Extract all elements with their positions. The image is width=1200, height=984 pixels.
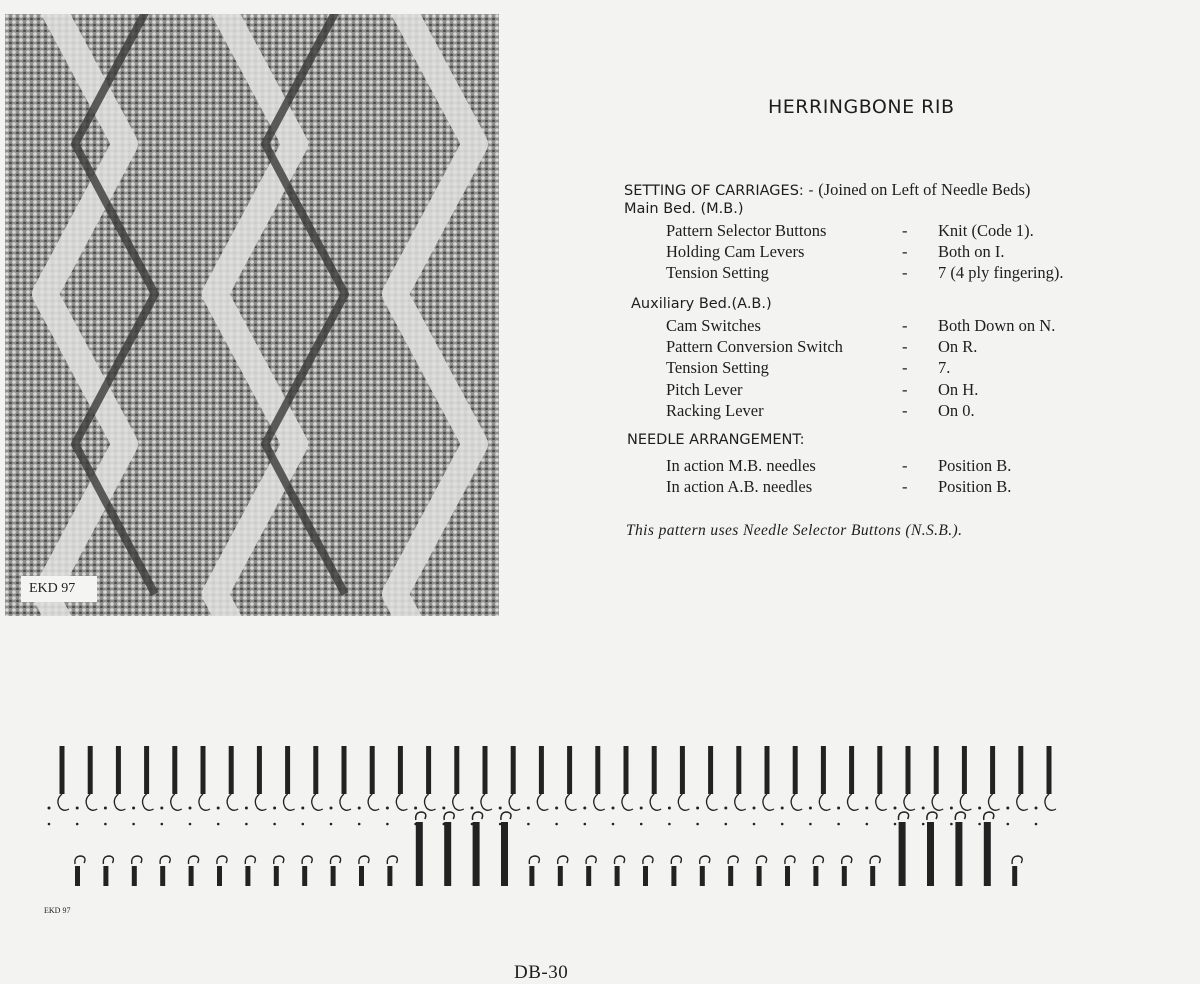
main-bed-needle bbox=[189, 746, 211, 825]
setting-label: Tension Setting bbox=[666, 358, 769, 377]
swatch-code-label: EKD 97 bbox=[21, 576, 97, 602]
setting-label: In action M.B. needles bbox=[666, 456, 816, 475]
setting-label: Pitch Lever bbox=[666, 380, 743, 399]
aux-bed-needle bbox=[898, 812, 908, 886]
aux-bed-needle bbox=[984, 812, 994, 886]
main-bed-needle bbox=[104, 746, 126, 825]
aux-bed-needle bbox=[416, 812, 426, 886]
main-bed-needle bbox=[668, 746, 690, 825]
main-bed-needle bbox=[837, 746, 859, 825]
main-bed-needle bbox=[978, 746, 1000, 825]
aux-bed-needle bbox=[1012, 856, 1022, 886]
aux-bed-needle bbox=[274, 856, 284, 886]
setting-dash: - bbox=[902, 456, 908, 475]
knitted-swatch-photo bbox=[5, 14, 499, 616]
main-bed-needle bbox=[273, 746, 295, 825]
setting-value: On 0. bbox=[938, 401, 975, 420]
aux-bed-needle bbox=[132, 856, 142, 886]
aux-bed-needle bbox=[927, 812, 937, 886]
aux-bed-needle bbox=[842, 856, 852, 886]
footnote: This pattern uses Needle Selector Buttons (N.S.B.). bbox=[626, 522, 963, 539]
aux-bed-needle bbox=[614, 856, 624, 886]
aux-bed-needle bbox=[643, 856, 653, 886]
aux-bed-needle bbox=[217, 856, 227, 886]
aux-bed-needle bbox=[785, 856, 795, 886]
aux-bed-needle bbox=[756, 856, 766, 886]
main-bed-needle bbox=[809, 746, 831, 825]
main-bed-needle bbox=[358, 746, 380, 825]
setting-dash: - bbox=[902, 358, 908, 377]
diagram-code: EKD 97 bbox=[44, 906, 71, 915]
aux-bed-needle bbox=[160, 856, 170, 886]
setting-value: Knit (Code 1). bbox=[938, 221, 1034, 240]
main-bed-needle bbox=[76, 746, 98, 825]
main-bed-needle bbox=[865, 746, 887, 825]
setting-dash: - bbox=[902, 316, 908, 335]
main-bed-needle bbox=[922, 746, 944, 825]
main-bed-needle bbox=[386, 746, 408, 825]
main-bed-needle bbox=[753, 746, 775, 825]
main-bed-heading: Main Bed. (M.B.) bbox=[624, 201, 744, 217]
carriages-heading-text: SETTING OF CARRIAGES: - bbox=[624, 183, 814, 199]
aux-bed-needle bbox=[586, 856, 596, 886]
setting-label: Pattern Selector Buttons bbox=[666, 221, 827, 240]
setting-dash: - bbox=[902, 221, 908, 240]
aux-bed-needle bbox=[188, 856, 198, 886]
setting-value: Both Down on N. bbox=[938, 316, 1056, 335]
aux-bed-needle bbox=[472, 812, 482, 886]
setting-dash: - bbox=[902, 242, 908, 261]
setting-label: Tension Setting bbox=[666, 263, 769, 282]
main-bed-needle bbox=[48, 746, 70, 825]
setting-label: In action A.B. needles bbox=[666, 477, 813, 496]
needle-arrangement-heading: NEEDLE ARRANGEMENT: bbox=[627, 432, 805, 448]
setting-dash: - bbox=[902, 477, 908, 496]
setting-value: On H. bbox=[938, 380, 979, 399]
main-bed-needle bbox=[724, 746, 746, 825]
aux-bed-needle bbox=[671, 856, 681, 886]
aux-bed-needle bbox=[103, 856, 113, 886]
aux-bed-heading: Auxiliary Bed.(A.B.) bbox=[631, 296, 772, 312]
aux-bed-needle bbox=[501, 812, 511, 886]
auxiliary-bed-needles bbox=[75, 812, 1022, 886]
main-bed-needle bbox=[696, 746, 718, 825]
main-bed-needle bbox=[1006, 746, 1028, 825]
aux-bed-needle bbox=[728, 856, 738, 886]
main-bed-needle bbox=[950, 746, 972, 825]
aux-bed-needle bbox=[700, 856, 710, 886]
setting-value: On R. bbox=[938, 337, 978, 356]
carriages-note: (Joined on Left of Needle Beds) bbox=[818, 180, 1031, 199]
main-bed-needle bbox=[217, 746, 239, 825]
setting-value: 7. bbox=[938, 358, 951, 377]
setting-label: Holding Cam Levers bbox=[666, 242, 805, 261]
aux-bed-needle bbox=[330, 856, 340, 886]
main-bed-needle bbox=[160, 746, 182, 825]
aux-bed-needle bbox=[558, 856, 568, 886]
setting-value: Position B. bbox=[938, 456, 1012, 475]
aux-bed-needle bbox=[245, 856, 255, 886]
main-bed-needle bbox=[612, 746, 634, 825]
setting-dash: - bbox=[902, 263, 908, 282]
main-bed-needle bbox=[330, 746, 352, 825]
setting-dash: - bbox=[902, 401, 908, 420]
pattern-title: HERRINGBONE RIB bbox=[768, 96, 955, 118]
setting-label: Pattern Conversion Switch bbox=[666, 337, 843, 356]
main-bed-needle bbox=[781, 746, 803, 825]
aux-bed-needle bbox=[359, 856, 369, 886]
aux-bed-needle bbox=[444, 812, 454, 886]
main-bed-needle bbox=[245, 746, 267, 825]
aux-bed-needle bbox=[813, 856, 823, 886]
setting-value: Position B. bbox=[938, 477, 1012, 496]
aux-bed-needle bbox=[870, 856, 880, 886]
setting-value: Both on I. bbox=[938, 242, 1005, 261]
page-number: DB-30 bbox=[514, 962, 569, 983]
aux-bed-needle bbox=[529, 856, 539, 886]
setting-label: Cam Switches bbox=[666, 316, 761, 335]
main-bed-needle bbox=[894, 746, 916, 825]
main-bed-needle bbox=[1035, 746, 1057, 825]
main-bed-needles bbox=[48, 746, 1057, 825]
main-bed-needle bbox=[583, 746, 605, 825]
main-bed-needle bbox=[555, 746, 577, 825]
main-bed-needle bbox=[301, 746, 323, 825]
setting-label: Racking Lever bbox=[666, 401, 764, 420]
setting-value: 7 (4 ply fingering). bbox=[938, 263, 1064, 282]
aux-bed-needle bbox=[302, 856, 312, 886]
aux-bed-needle bbox=[387, 856, 397, 886]
setting-dash: - bbox=[902, 380, 908, 399]
setting-dash: - bbox=[902, 337, 908, 356]
needle-arrangement-diagram bbox=[40, 738, 1080, 898]
aux-bed-needle bbox=[75, 856, 85, 886]
carriages-heading bbox=[624, 180, 1030, 200]
main-bed-needle bbox=[527, 746, 549, 825]
aux-bed-needle bbox=[955, 812, 965, 886]
main-bed-needle bbox=[640, 746, 662, 825]
main-bed-needle bbox=[132, 746, 154, 825]
